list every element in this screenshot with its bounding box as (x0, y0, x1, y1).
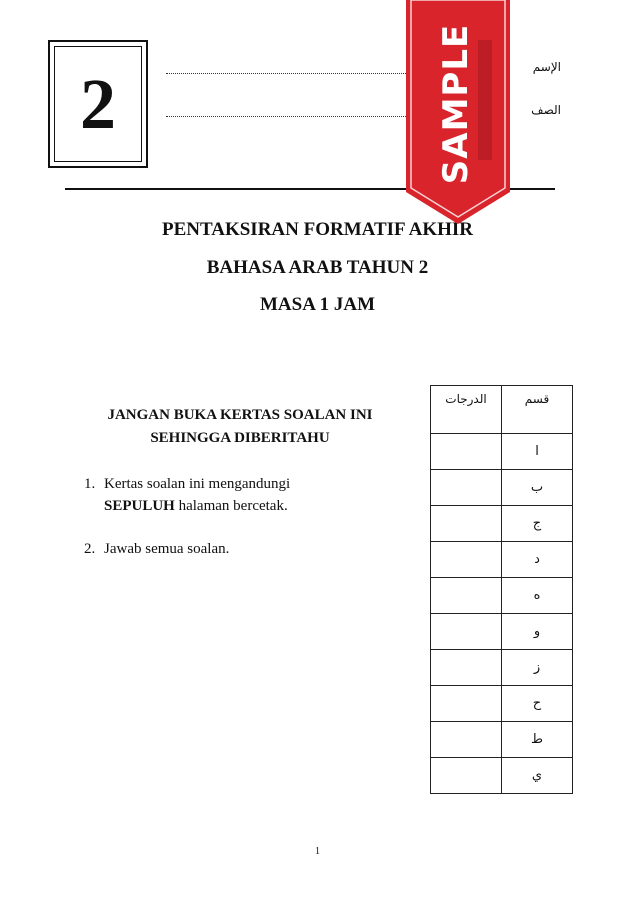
name-field-line[interactable] (166, 73, 406, 74)
table-row (431, 722, 573, 758)
name-label: الإسم (532, 60, 561, 74)
table-row (431, 434, 573, 470)
section-cell: د (502, 542, 573, 578)
marks-cell[interactable] (431, 722, 502, 758)
marks-cell[interactable] (431, 542, 502, 578)
section-cell: ج (502, 506, 573, 542)
marks-cell[interactable] (431, 470, 502, 506)
page-number: 1 (315, 846, 320, 857)
instruction-1-number: 1. (84, 476, 96, 492)
section-column-header: قسم (502, 386, 573, 434)
class-field-line[interactable] (166, 116, 406, 117)
section-cell: ا (502, 434, 573, 470)
table-row (431, 470, 573, 506)
warning-line-1: JANGAN BUKA KERTAS SOALAN INI (107, 407, 373, 423)
table-row (431, 650, 573, 686)
table-row (431, 578, 573, 614)
table-row (431, 686, 573, 722)
section-cell: ح (502, 686, 573, 722)
marks-cell[interactable] (431, 506, 502, 542)
marks-cell[interactable] (431, 578, 502, 614)
instruction-1-continued (84, 498, 288, 515)
marks-cell[interactable] (431, 614, 502, 650)
exam-title: PENTAKSIRAN FORMATIF AKHIR (161, 219, 474, 240)
marks-cell[interactable] (431, 758, 502, 794)
score-table-header (431, 386, 573, 434)
section-cell: ي (502, 758, 573, 794)
section-cell: و (502, 614, 573, 650)
marks-cell[interactable] (431, 650, 502, 686)
instruction-1-bold: SEPULUH (104, 498, 175, 514)
instruction-1-line1: Kertas soalan ini mengandungi (104, 476, 291, 492)
marks-cell[interactable] (431, 686, 502, 722)
subject-title: BAHASA ARAB TAHUN 2 (206, 257, 429, 278)
warning-line-2: SEHINGGA DIBERITAHU (150, 430, 330, 446)
grade-box (48, 40, 148, 168)
duration-title: MASA 1 JAM (259, 294, 376, 315)
instruction-2-number: 2. (84, 541, 96, 557)
table-row (431, 506, 573, 542)
marks-cell[interactable] (431, 434, 502, 470)
score-table (430, 385, 573, 794)
grade-number: 2 (54, 46, 142, 162)
table-row (431, 758, 573, 794)
instruction-2-text: Jawab semua soalan. (104, 541, 230, 557)
table-row (431, 614, 573, 650)
instruction-2 (84, 541, 229, 558)
section-cell: ز (502, 650, 573, 686)
class-label: الصف (531, 103, 561, 117)
section-cell: ه (502, 578, 573, 614)
table-row (431, 542, 573, 578)
marks-column-header: الدرجات (431, 386, 502, 434)
section-cell: ط (502, 722, 573, 758)
instruction-1 (84, 476, 290, 493)
sample-watermark-text: SAMPLE (436, 23, 476, 185)
section-cell: ب (502, 470, 573, 506)
instruction-1-rest: halaman bercetak. (174, 498, 288, 514)
